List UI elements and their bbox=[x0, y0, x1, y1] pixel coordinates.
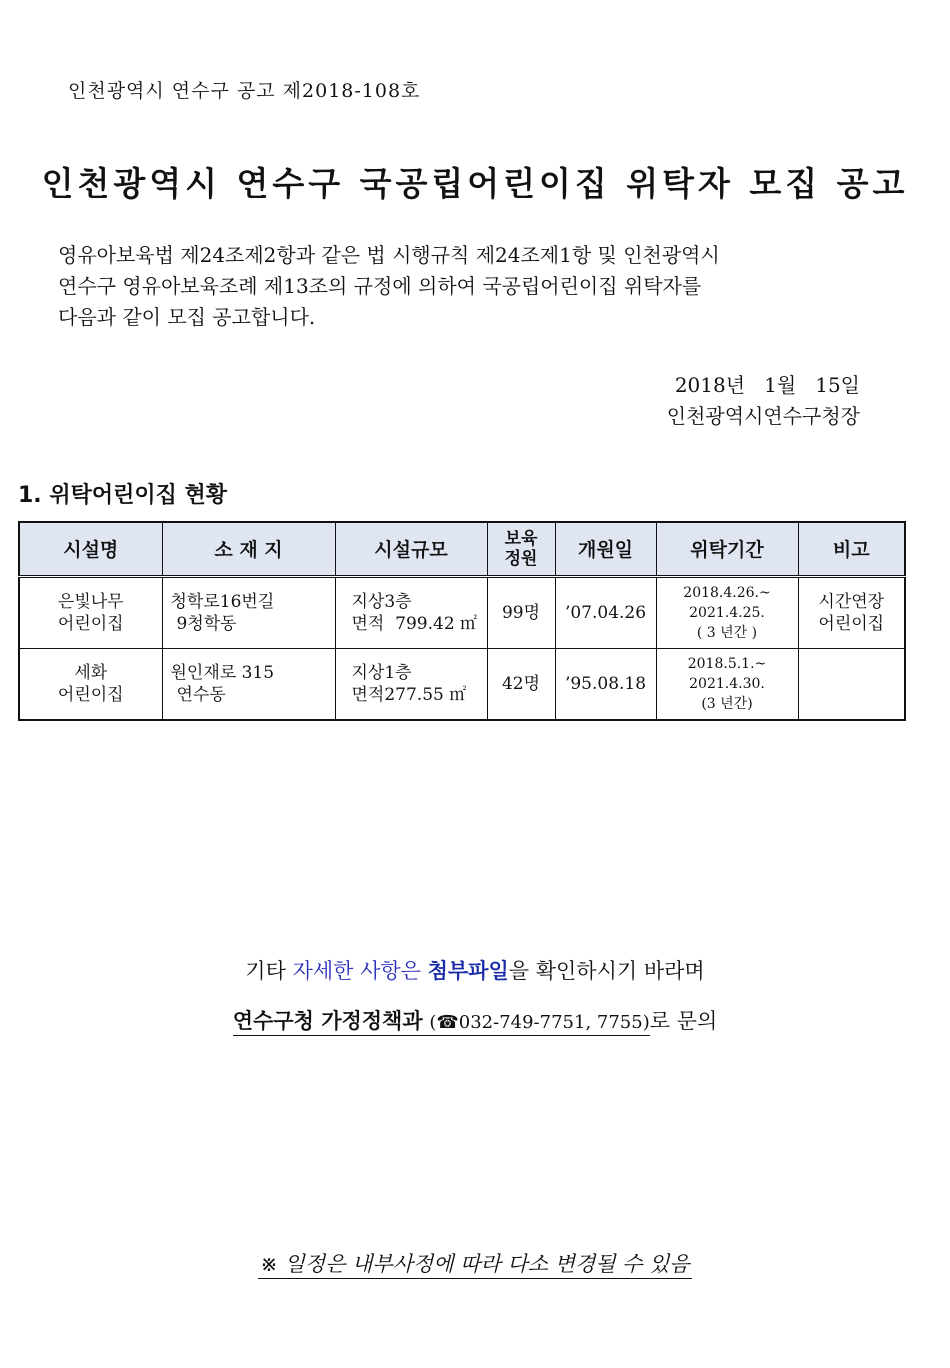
facility-period: 2018.4.26.~ 2021.4.25. ( 3 년간 ) bbox=[656, 576, 798, 648]
body-line-2: 연수구 영유아보육조례 제13조의 규정에 의하여 국공립어린이집 위탁자를 bbox=[58, 274, 702, 298]
header-facility-name: 시설명 bbox=[19, 522, 162, 576]
issuer-name: 인천광역시연수구청장 bbox=[666, 404, 860, 428]
body-line-3: 다음과 같이 모집 공고합니다. bbox=[58, 305, 316, 329]
facility-opened: ’95.08.18 bbox=[555, 648, 656, 720]
facility-capacity: 99명 bbox=[487, 576, 555, 648]
facility-status-table bbox=[18, 521, 906, 721]
attachment-link-text: 첨부파일 bbox=[427, 959, 509, 983]
facility-note: 시간연장 어린이집 bbox=[798, 576, 905, 648]
facility-period: 2018.5.1.~ 2021.4.30. (3 년간) bbox=[656, 648, 798, 720]
facility-name: 세화 어린이집 bbox=[19, 648, 162, 720]
header-address: 소 재 지 bbox=[162, 522, 335, 576]
announcement-date: 2018년 1월 15일 bbox=[674, 373, 860, 397]
facility-name: 은빛나무 어린이집 bbox=[19, 576, 162, 648]
header-scale: 시설규모 bbox=[335, 522, 487, 576]
facility-scale: 지상1층 면적277.55 ㎡ bbox=[335, 648, 487, 720]
body-line-1: 영유아보육법 제24조제2항과 같은 법 시행규칙 제24조제1항 및 인천광역시 bbox=[58, 243, 720, 267]
closing-instruction: 기타 자세한 사항은 첨부파일을 확인하시기 바라며 bbox=[245, 959, 705, 983]
facility-capacity: 42명 bbox=[487, 648, 555, 720]
signature-block bbox=[667, 370, 860, 432]
contact-underlined bbox=[233, 1009, 650, 1036]
notice-number: 인천광역시 연수구 공고 제2018-108호 bbox=[68, 80, 421, 102]
header-note: 비고 bbox=[798, 522, 905, 576]
table-row bbox=[19, 648, 905, 720]
phone-number: (☎032-749-7751, 7755) bbox=[429, 1012, 650, 1033]
department-name: 연수구청 가정정책과 bbox=[232, 1009, 423, 1033]
header-opened: 개원일 bbox=[555, 522, 656, 576]
contact-line bbox=[0, 1005, 950, 1035]
section-heading: 1. 위탁어린이집 현황 bbox=[18, 483, 227, 508]
announcement-body bbox=[58, 240, 898, 333]
schedule-notice: ※ 일정은 내부사정에 따라 다소 변경될 수 있음 bbox=[0, 1248, 950, 1278]
page-title: 인천광역시 연수구 국공립어린이집 위탁자 모집 공고 bbox=[41, 164, 909, 203]
header-period: 위탁기간 bbox=[656, 522, 798, 576]
header-capacity: 보육 정원 bbox=[487, 522, 555, 576]
contact-suffix: 로 문의 bbox=[649, 1009, 718, 1033]
facility-opened: ’07.04.26 bbox=[555, 576, 656, 648]
facility-note bbox=[798, 648, 905, 720]
facility-address: 원인재로 315 연수동 bbox=[162, 648, 335, 720]
facility-address: 청학로16번길 9청학동 bbox=[162, 576, 335, 648]
table-row bbox=[19, 576, 905, 648]
table-header-row bbox=[19, 522, 905, 576]
facility-scale: 지상3층 면적 799.42 ㎡ bbox=[335, 576, 487, 648]
